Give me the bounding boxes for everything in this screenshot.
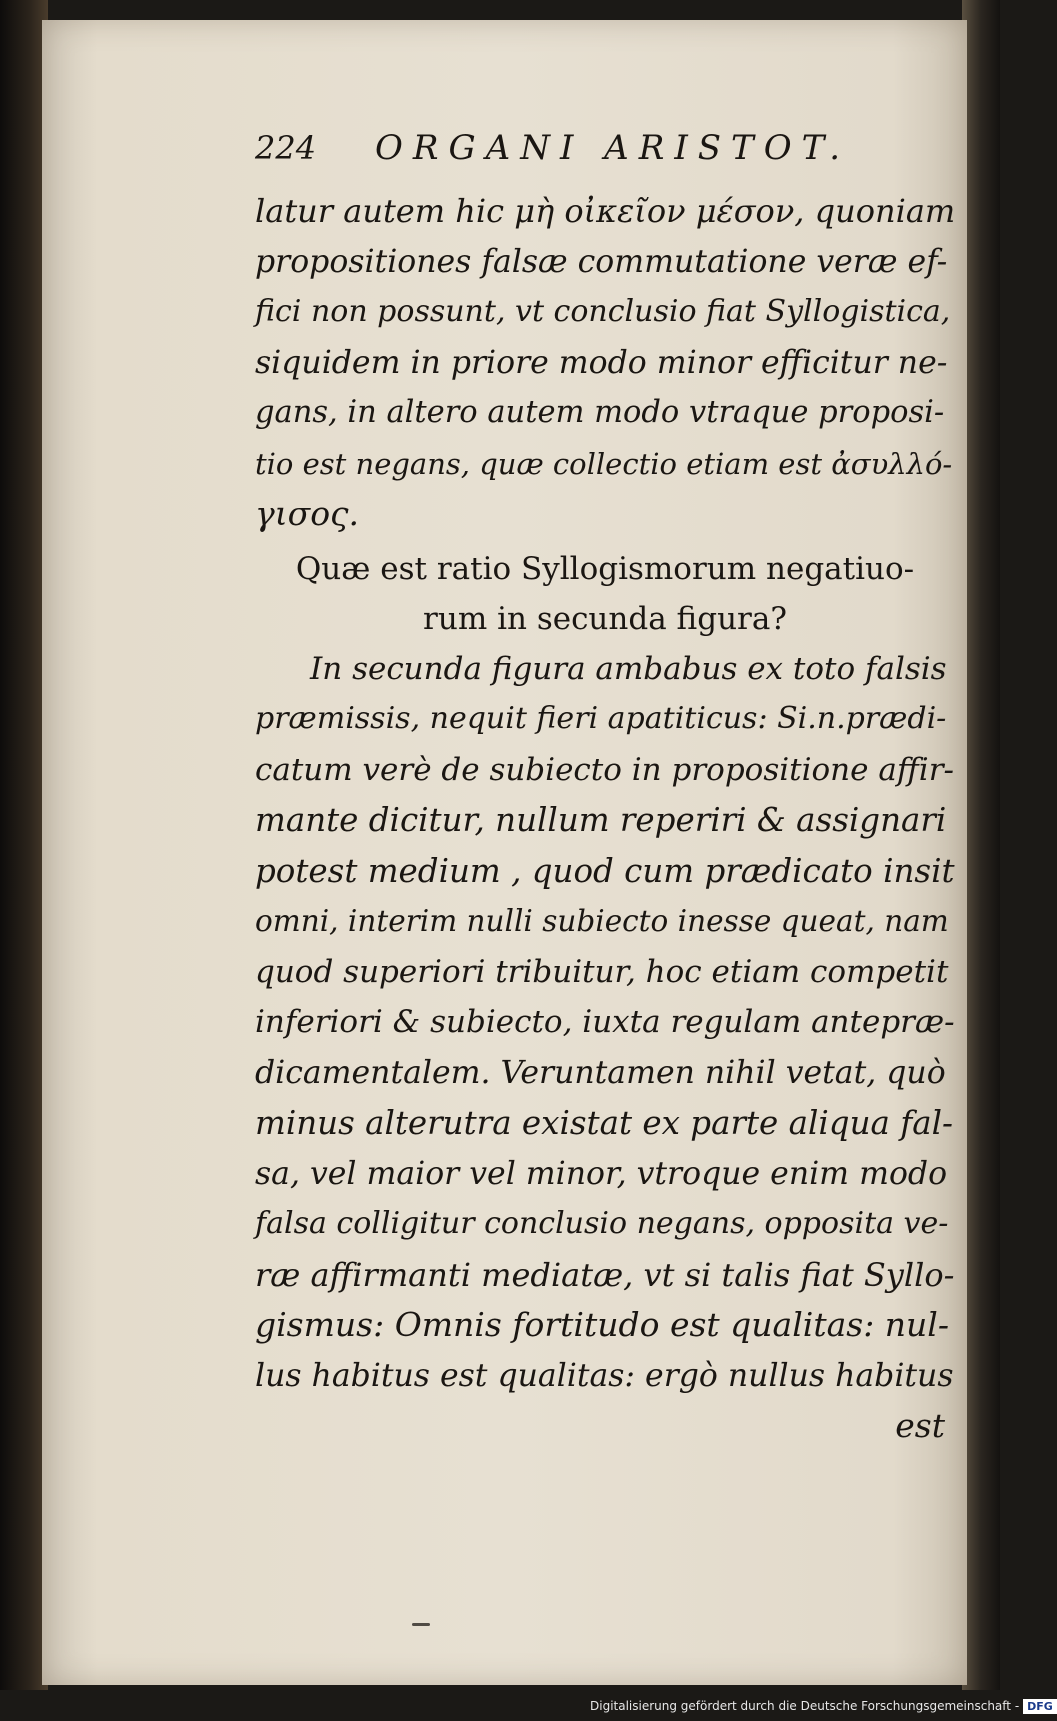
text-line: dicamentalem. Veruntamen nihil vetat, quò bbox=[255, 1054, 946, 1091]
text-line: tio est negans, quæ collectio etiam est ἀσυλλό- bbox=[255, 446, 953, 481]
text-line: mante dicitur, nullum reperiri & assignari bbox=[255, 801, 947, 839]
text-line: latur autem hic μὴ οἰκεῖον μέσον, quoniam bbox=[255, 192, 956, 230]
ink-speck bbox=[412, 1623, 430, 1626]
text-line: quod superiori tribuitur, hoc etiam competit bbox=[255, 953, 949, 990]
question-line: Quæ est ratio Syllogismorum negatiuo- bbox=[295, 550, 915, 587]
text-line: gans, in altero autem modo vtraque proposi- bbox=[255, 395, 945, 430]
page-text bbox=[255, 128, 955, 1452]
question-line: rum in secunda figura? bbox=[423, 600, 787, 637]
digitization-credit bbox=[590, 1696, 1053, 1716]
paragraph-2 bbox=[255, 644, 955, 1452]
text-line: catum verè de subiecto in propositione affir- bbox=[255, 751, 954, 788]
text-line: In secunda figura ambabus ex toto falsis bbox=[310, 650, 947, 687]
text-line: γισος. bbox=[255, 494, 360, 533]
section-question bbox=[255, 544, 955, 644]
text-line: potest medium , quod cum prædicato insit bbox=[255, 851, 955, 890]
text-line: ræ affirmanti mediatæ, vt si talis fiat Syllo- bbox=[255, 1255, 955, 1294]
text-line: lus habitus est qualitas: ergò nullus habitus bbox=[255, 1357, 954, 1394]
dfg-logo: DFG bbox=[1023, 1699, 1057, 1714]
text-line: omni, interim nulli subiecto inesse queat, nam bbox=[255, 904, 949, 938]
text-line: propositiones falsæ commutatione veræ ef- bbox=[255, 243, 948, 280]
page-number: 224 bbox=[255, 129, 317, 167]
text-line: inferiori & subiecto, iuxta regulam antepræ- bbox=[255, 1004, 955, 1040]
text-line: sa, vel maior vel minor, vtroque enim modo bbox=[255, 1155, 948, 1192]
catchword: est bbox=[895, 1406, 945, 1445]
text-line: minus alterutra existat ex parte aliqua fal- bbox=[255, 1104, 954, 1142]
running-header bbox=[255, 128, 955, 186]
book-edge-shadow-right bbox=[962, 0, 1000, 1690]
credit-text: Digitalisierung gefördert durch die Deutsche Forschungsgemeinschaft - bbox=[590, 1699, 1020, 1713]
text-line: præmissis, nequit fieri apatiticus: Si.n.prædi- bbox=[255, 701, 947, 736]
paragraph-1 bbox=[255, 186, 955, 540]
text-line: gismus: Omnis fortitudo est qualitas: nul- bbox=[255, 1305, 950, 1344]
text-line: siquidem in priore modo minor efficitur ne- bbox=[255, 344, 948, 381]
text-line: fici non possunt, vt conclusio fiat Syllogistica, bbox=[255, 294, 951, 329]
book-binding-shadow-left bbox=[0, 0, 48, 1690]
text-line: falsa colligitur conclusio negans, opposita ve- bbox=[255, 1206, 949, 1241]
running-title: ORGANI ARISTOT. bbox=[375, 128, 851, 168]
